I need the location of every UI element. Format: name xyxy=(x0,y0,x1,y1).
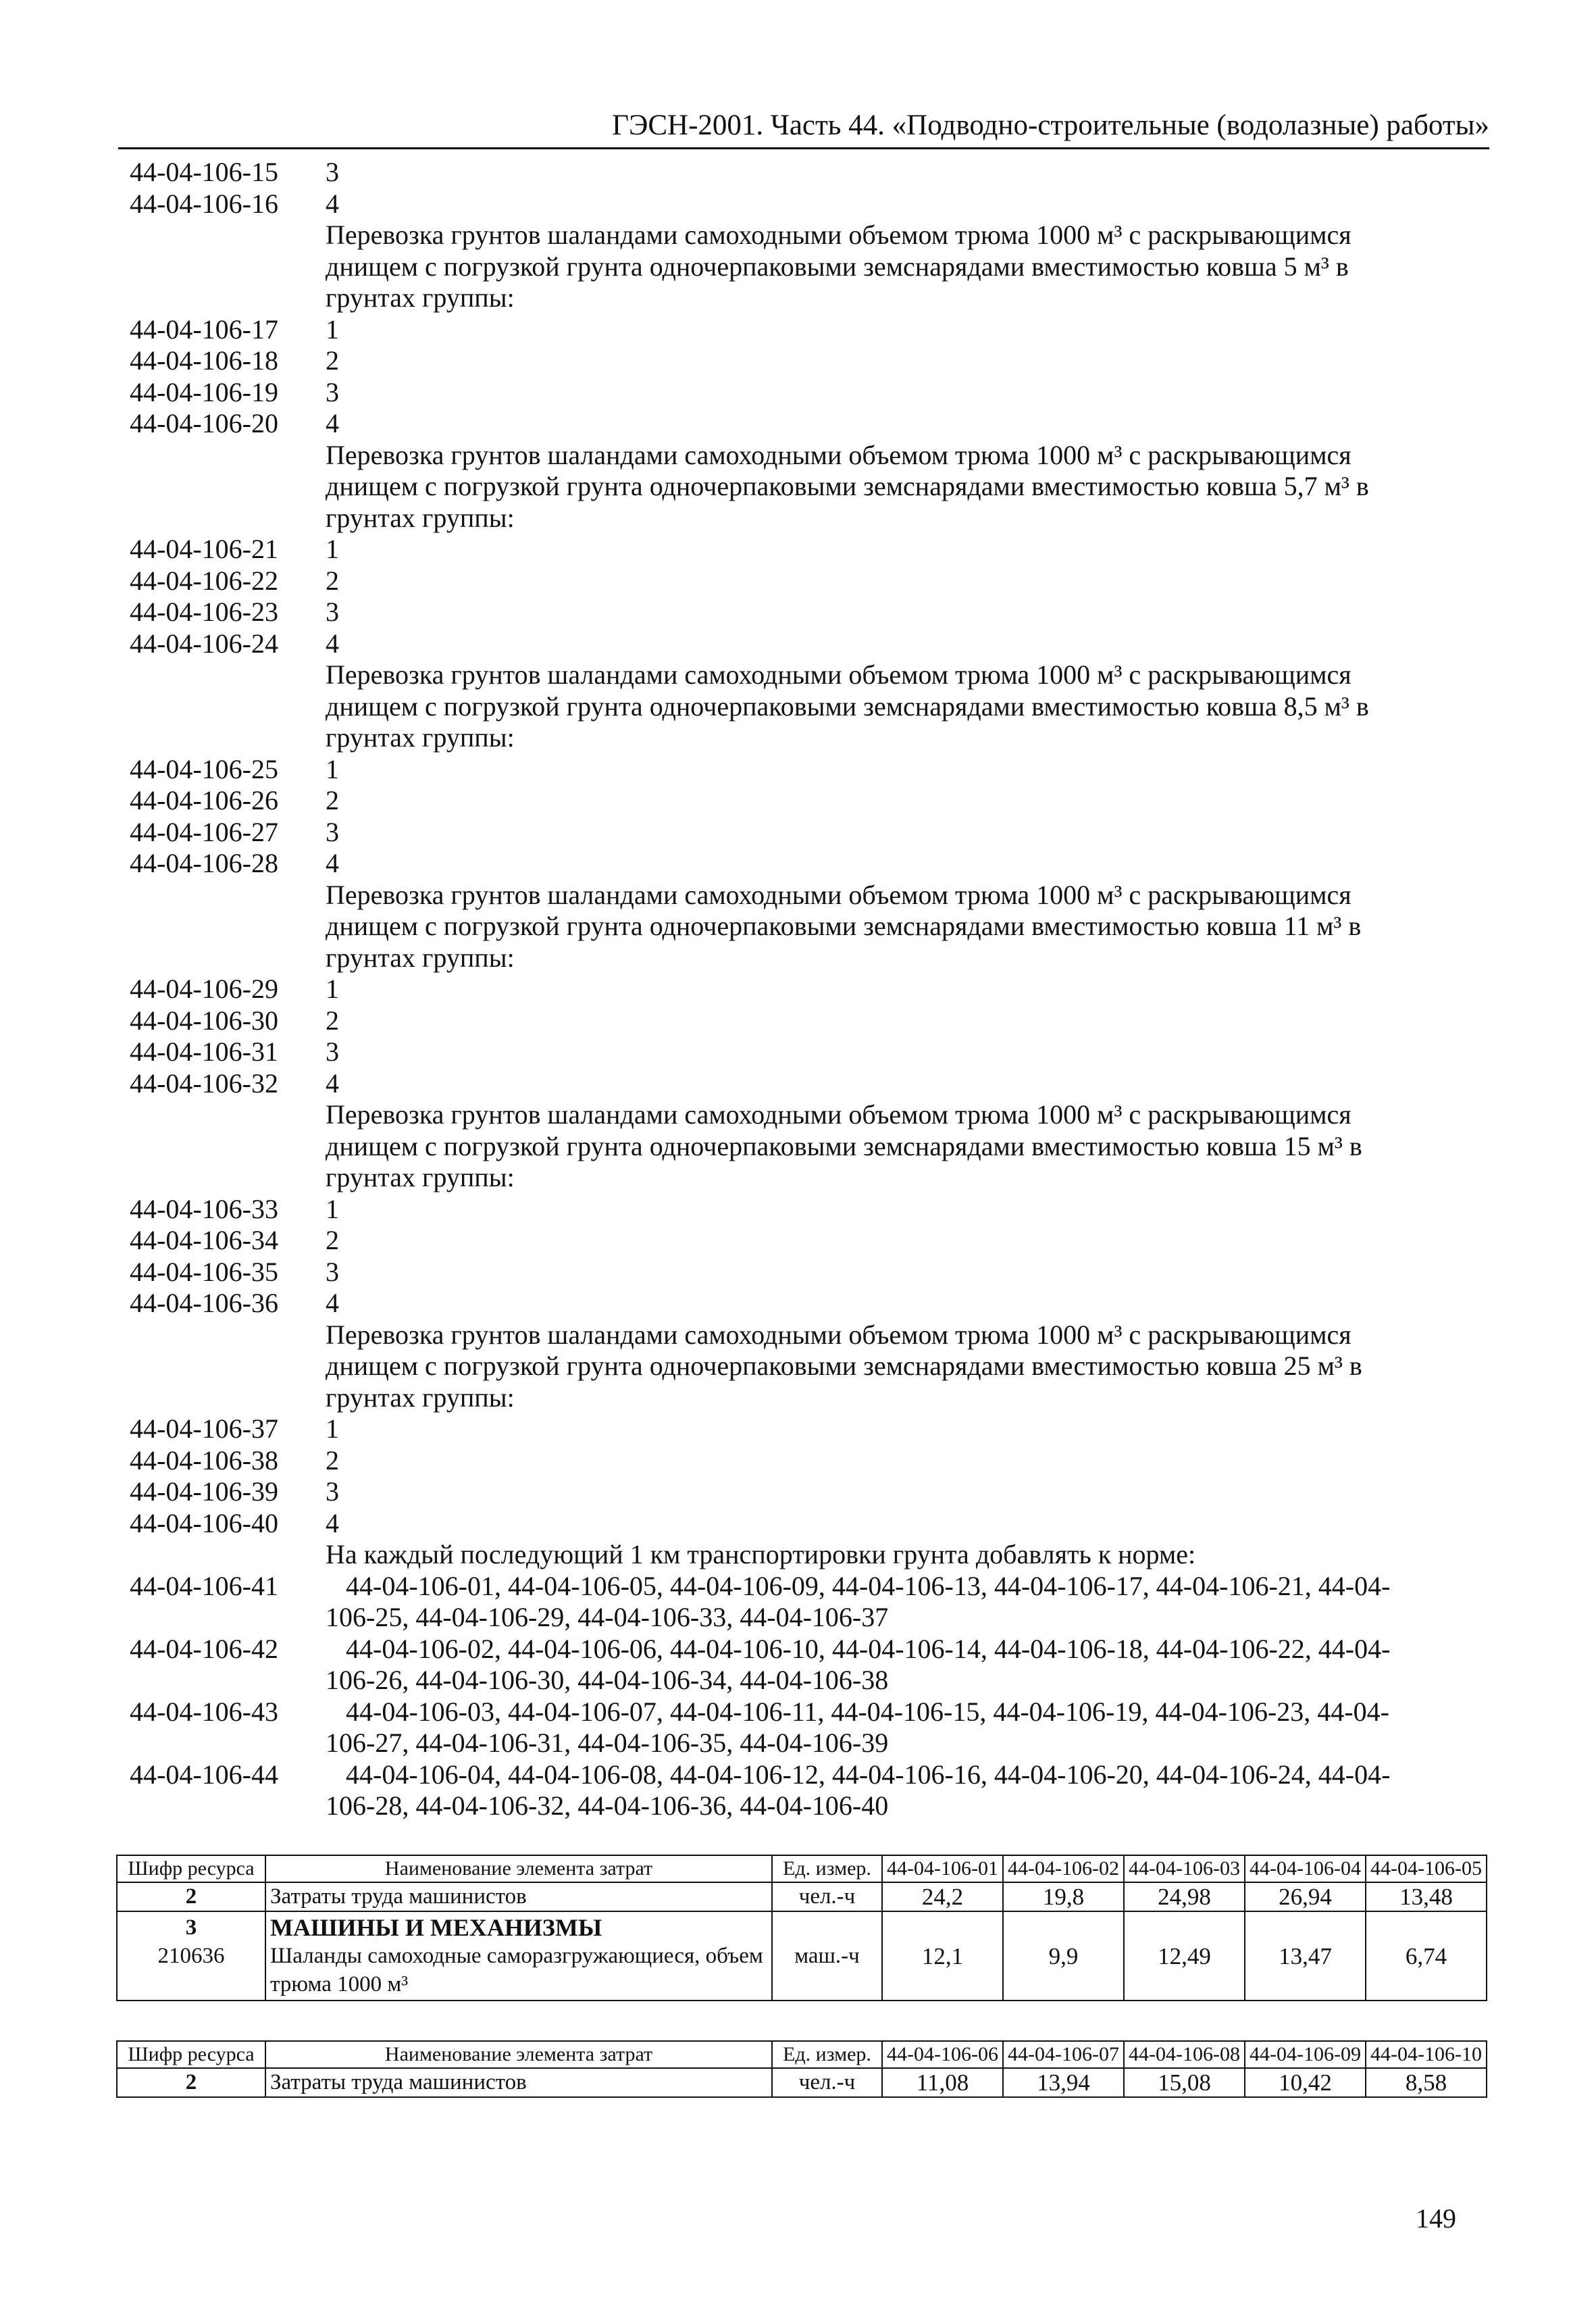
norm-row xyxy=(130,597,1426,628)
norm-code: 44-04-106-17 xyxy=(130,313,278,345)
norm-row xyxy=(130,1476,1426,1508)
norm-code: 44-04-106-15 xyxy=(130,157,278,187)
norm-code: 44-04-106-26 xyxy=(130,785,278,815)
soil-group: 3 xyxy=(326,1476,339,1507)
norm-row xyxy=(130,314,1426,346)
table-cell: 8,58 xyxy=(1366,2068,1487,2097)
unit: чел.-ч xyxy=(772,1882,882,1911)
norm-row xyxy=(130,1225,1426,1257)
table-header-row xyxy=(117,1855,1487,1882)
table-header-row xyxy=(117,2041,1487,2068)
cost-table-1 xyxy=(116,1855,1487,2001)
norm-row xyxy=(130,785,1426,817)
norm-code: 44-04-106-43 xyxy=(130,1696,278,1727)
norm-row xyxy=(130,1508,1426,1540)
soil-group: 2 xyxy=(326,345,339,376)
block-description: Перевозка грунтов шаландами самоходными объемом трюма 1000 м³ с раскрывающимся днищем с погрузкой грунта одночерпаковыми земснарядами вместимостью ковша 11 м³ в грунтах группы: xyxy=(326,879,1362,973)
norm-code: 44-04-106-38 xyxy=(130,1444,278,1476)
norm-code: 44-04-106-37 xyxy=(130,1413,278,1444)
table-cell: 10,42 xyxy=(1245,2068,1366,2097)
table-cell: 6,74 xyxy=(1366,1911,1487,2001)
addon-references: 44-04-106-04, 44-04-106-08, 44-04-106-12, 44-04-106-16, 44-04-106-20, 44-04-106-24, 44-04-106-28, 44-04-106-32, 44-04-106-36, 44-04-106-40 xyxy=(326,1759,1391,1821)
norm-code: 44-04-106-40 xyxy=(130,1507,278,1538)
block-description: Перевозка грунтов шаландами самоходными объемом трюма 1000 м³ с раскрывающимся днищем с погрузкой грунта одночерпаковыми земснарядами вместимостью ковша 8,5 м³ в грунтах группы: xyxy=(326,659,1369,753)
resource-code: 210636 xyxy=(157,1944,225,1968)
norm-code: 44-04-106-33 xyxy=(130,1193,278,1224)
table-cell: 12,49 xyxy=(1124,1911,1245,2001)
addon-references: 44-04-106-02, 44-04-106-06, 44-04-106-10, 44-04-106-14, 44-04-106-18, 44-04-106-22, 44-04-106-26, 44-04-106-30, 44-04-106-34, 44-04-106-38 xyxy=(326,1633,1391,1695)
unit-header: Ед. измер. xyxy=(772,2041,882,2068)
element-name-cell xyxy=(265,1911,772,2001)
table-cell: 26,94 xyxy=(1245,1882,1366,1911)
soil-group: 1 xyxy=(326,974,339,1004)
soil-group: 2 xyxy=(326,1005,339,1036)
block-description: Перевозка грунтов шаландами самоходными объемом трюма 1000 м³ с раскрывающимся днищем с погрузкой грунта одночерпаковыми земснарядами вместимостью ковша 25 м³ в грунтах группы: xyxy=(326,1319,1362,1413)
addon-row xyxy=(130,1634,1426,1696)
addon-row xyxy=(130,1696,1426,1759)
page-header: ГЭСН-2001. Часть 44. «Подводно-строительные (водолазные) работы» xyxy=(118,107,1489,149)
soil-group: 3 xyxy=(326,816,339,847)
norm-row xyxy=(130,848,1426,880)
addon-description: На каждый последующий 1 км транспортировки грунта добавлять к норме: xyxy=(326,1539,1196,1569)
resource-code: 2 xyxy=(117,2068,265,2097)
element-name: Затраты труда машинистов xyxy=(265,2068,772,2097)
norm-row xyxy=(130,534,1426,565)
norm-code: 44-04-106-25 xyxy=(130,753,278,784)
norm-code: 44-04-106-20 xyxy=(130,408,278,438)
norm-row xyxy=(130,1068,1426,1100)
norm-row xyxy=(130,1288,1426,1319)
page-number: 149 xyxy=(1416,2203,1456,2234)
soil-group: 1 xyxy=(326,1413,339,1444)
block-description: Перевозка грунтов шаландами самоходными объемом трюма 1000 м³ с раскрывающимся днищем с погрузкой грунта одночерпаковыми земснарядами вместимостью ковша 15 м³ в грунтах группы: xyxy=(326,1099,1362,1192)
table-row xyxy=(117,1911,1487,2001)
norm-row xyxy=(130,628,1426,660)
resource-code-cell xyxy=(117,1911,265,2001)
norm-row xyxy=(130,377,1426,409)
norm-code: 44-04-106-31 xyxy=(130,1036,278,1067)
soil-group: 1 xyxy=(326,534,339,564)
resource-code-header: Шифр ресурса xyxy=(117,1855,265,1882)
table-cell: 13,94 xyxy=(1003,2068,1124,2097)
soil-group: 3 xyxy=(326,1036,339,1067)
norm-column-header: 44-04-106-01 xyxy=(882,1855,1003,1882)
unit-header: Ед. измер. xyxy=(772,1855,882,1882)
soil-group: 2 xyxy=(326,1444,339,1476)
block-description: Перевозка грунтов шаландами самоходными объемом трюма 1000 м³ с раскрывающимся днищем с погрузкой грунта одночерпаковыми земснарядами вместимостью ковша 5 м³ в грунтах группы: xyxy=(326,220,1352,313)
soil-group: 4 xyxy=(326,848,339,878)
norm-row xyxy=(130,188,1426,220)
soil-group: 3 xyxy=(326,157,339,187)
norm-column-header: 44-04-106-10 xyxy=(1366,2041,1487,2068)
norm-row xyxy=(130,1036,1426,1068)
norm-column-header: 44-04-106-09 xyxy=(1245,2041,1366,2068)
norm-column-header: 44-04-106-05 xyxy=(1366,1855,1487,1882)
norm-row xyxy=(130,1005,1426,1037)
element-name-header: Наименование элемента затрат xyxy=(265,2041,772,2068)
soil-group: 4 xyxy=(326,628,339,659)
unit: чел.-ч xyxy=(772,2068,882,2097)
table-cell: 13,47 xyxy=(1245,1911,1366,2001)
table-cell: 24,2 xyxy=(882,1882,1003,1911)
norm-code: 44-04-106-28 xyxy=(130,848,278,878)
norm-code: 44-04-106-35 xyxy=(130,1256,278,1287)
resource-code: 2 xyxy=(117,1882,265,1911)
element-name: Шаланды самоходные саморазгружающиеся, объем трюма 1000 м³ xyxy=(270,1944,763,1996)
addon-row xyxy=(130,1759,1426,1822)
soil-group: 2 xyxy=(326,785,339,815)
addon-references: 44-04-106-01, 44-04-106-05, 44-04-106-09, 44-04-106-13, 44-04-106-17, 44-04-106-21, 44-04-106-25, 44-04-106-29, 44-04-106-33, 44-04-106-37 xyxy=(326,1570,1391,1632)
norm-code: 44-04-106-32 xyxy=(130,1067,278,1099)
element-name-header: Наименование элемента затрат xyxy=(265,1855,772,1882)
table-cell: 9,9 xyxy=(1003,1911,1124,2001)
norm-row xyxy=(130,345,1426,377)
soil-group: 2 xyxy=(326,565,339,596)
norm-column-header: 44-04-106-07 xyxy=(1003,2041,1124,2068)
table-cell: 19,8 xyxy=(1003,1882,1124,1911)
norm-code: 44-04-106-24 xyxy=(130,628,278,659)
norm-code: 44-04-106-44 xyxy=(130,1759,278,1790)
norm-entries xyxy=(130,157,1426,1822)
table-row xyxy=(117,2068,1487,2097)
norm-row xyxy=(130,1413,1426,1445)
soil-group: 1 xyxy=(326,753,339,784)
norm-column-header: 44-04-106-03 xyxy=(1124,1855,1245,1882)
soil-group: 3 xyxy=(326,1256,339,1287)
table-cell: 12,1 xyxy=(882,1911,1003,2001)
norm-code: 44-04-106-23 xyxy=(130,597,278,627)
table-cell: 11,08 xyxy=(882,2068,1003,2097)
norm-row xyxy=(130,1445,1426,1477)
norm-code: 44-04-106-34 xyxy=(130,1225,278,1255)
unit: маш.-ч xyxy=(772,1911,882,2001)
norm-code: 44-04-106-27 xyxy=(130,816,278,847)
norm-row xyxy=(130,565,1426,597)
soil-group: 3 xyxy=(326,597,339,627)
norm-code: 44-04-106-41 xyxy=(130,1570,278,1601)
norm-row xyxy=(130,974,1426,1005)
norm-column-header: 44-04-106-08 xyxy=(1124,2041,1245,2068)
table-cell: 24,98 xyxy=(1124,1882,1245,1911)
soil-group: 4 xyxy=(326,1288,339,1318)
table-cell: 13,48 xyxy=(1366,1882,1487,1911)
table-cell: 15,08 xyxy=(1124,2068,1245,2097)
norm-code: 44-04-106-22 xyxy=(130,565,278,596)
resource-code-header: Шифр ресурса xyxy=(117,2041,265,2068)
soil-group: 4 xyxy=(326,1067,339,1099)
norm-row xyxy=(130,1194,1426,1226)
section-title: МАШИНЫ И МЕХАНИЗМЫ xyxy=(270,1914,602,1941)
norm-row xyxy=(130,157,1426,188)
soil-group: 4 xyxy=(326,188,339,219)
norm-code: 44-04-106-30 xyxy=(130,1005,278,1036)
norm-code: 44-04-106-18 xyxy=(130,345,278,376)
norm-code: 44-04-106-39 xyxy=(130,1476,278,1507)
norm-code: 44-04-106-29 xyxy=(130,974,278,1004)
norm-column-header: 44-04-106-04 xyxy=(1245,1855,1366,1882)
norm-row xyxy=(130,1257,1426,1288)
element-name: Затраты труда машинистов xyxy=(265,1882,772,1911)
section-code: 3 xyxy=(185,1915,197,1940)
norm-column-header: 44-04-106-06 xyxy=(882,2041,1003,2068)
soil-group: 2 xyxy=(326,1225,339,1255)
norm-code: 44-04-106-21 xyxy=(130,534,278,564)
soil-group: 1 xyxy=(326,1193,339,1224)
norm-row xyxy=(130,408,1426,440)
soil-group: 4 xyxy=(326,408,339,438)
norm-code: 44-04-106-42 xyxy=(130,1633,278,1664)
soil-group: 4 xyxy=(326,1507,339,1538)
norm-row xyxy=(130,754,1426,786)
soil-group: 1 xyxy=(326,313,339,345)
norm-code: 44-04-106-19 xyxy=(130,376,278,407)
addon-row xyxy=(130,1571,1426,1634)
norm-code: 44-04-106-16 xyxy=(130,188,278,219)
cost-table-2 xyxy=(116,2040,1487,2098)
block-description: Перевозка грунтов шаландами самоходными объемом трюма 1000 м³ с раскрывающимся днищем с погрузкой грунта одночерпаковыми земснарядами вместимостью ковша 5,7 м³ в грунтах группы: xyxy=(326,439,1369,533)
norm-column-header: 44-04-106-02 xyxy=(1003,1855,1124,1882)
addon-references: 44-04-106-03, 44-04-106-07, 44-04-106-11, 44-04-106-15, 44-04-106-19, 44-04-106-23, 44-04-106-27, 44-04-106-31, 44-04-106-35, 44-04-106-39 xyxy=(326,1696,1389,1758)
norm-row xyxy=(130,817,1426,849)
table-row xyxy=(117,1882,1487,1911)
norm-code: 44-04-106-36 xyxy=(130,1288,278,1318)
soil-group: 3 xyxy=(326,376,339,407)
